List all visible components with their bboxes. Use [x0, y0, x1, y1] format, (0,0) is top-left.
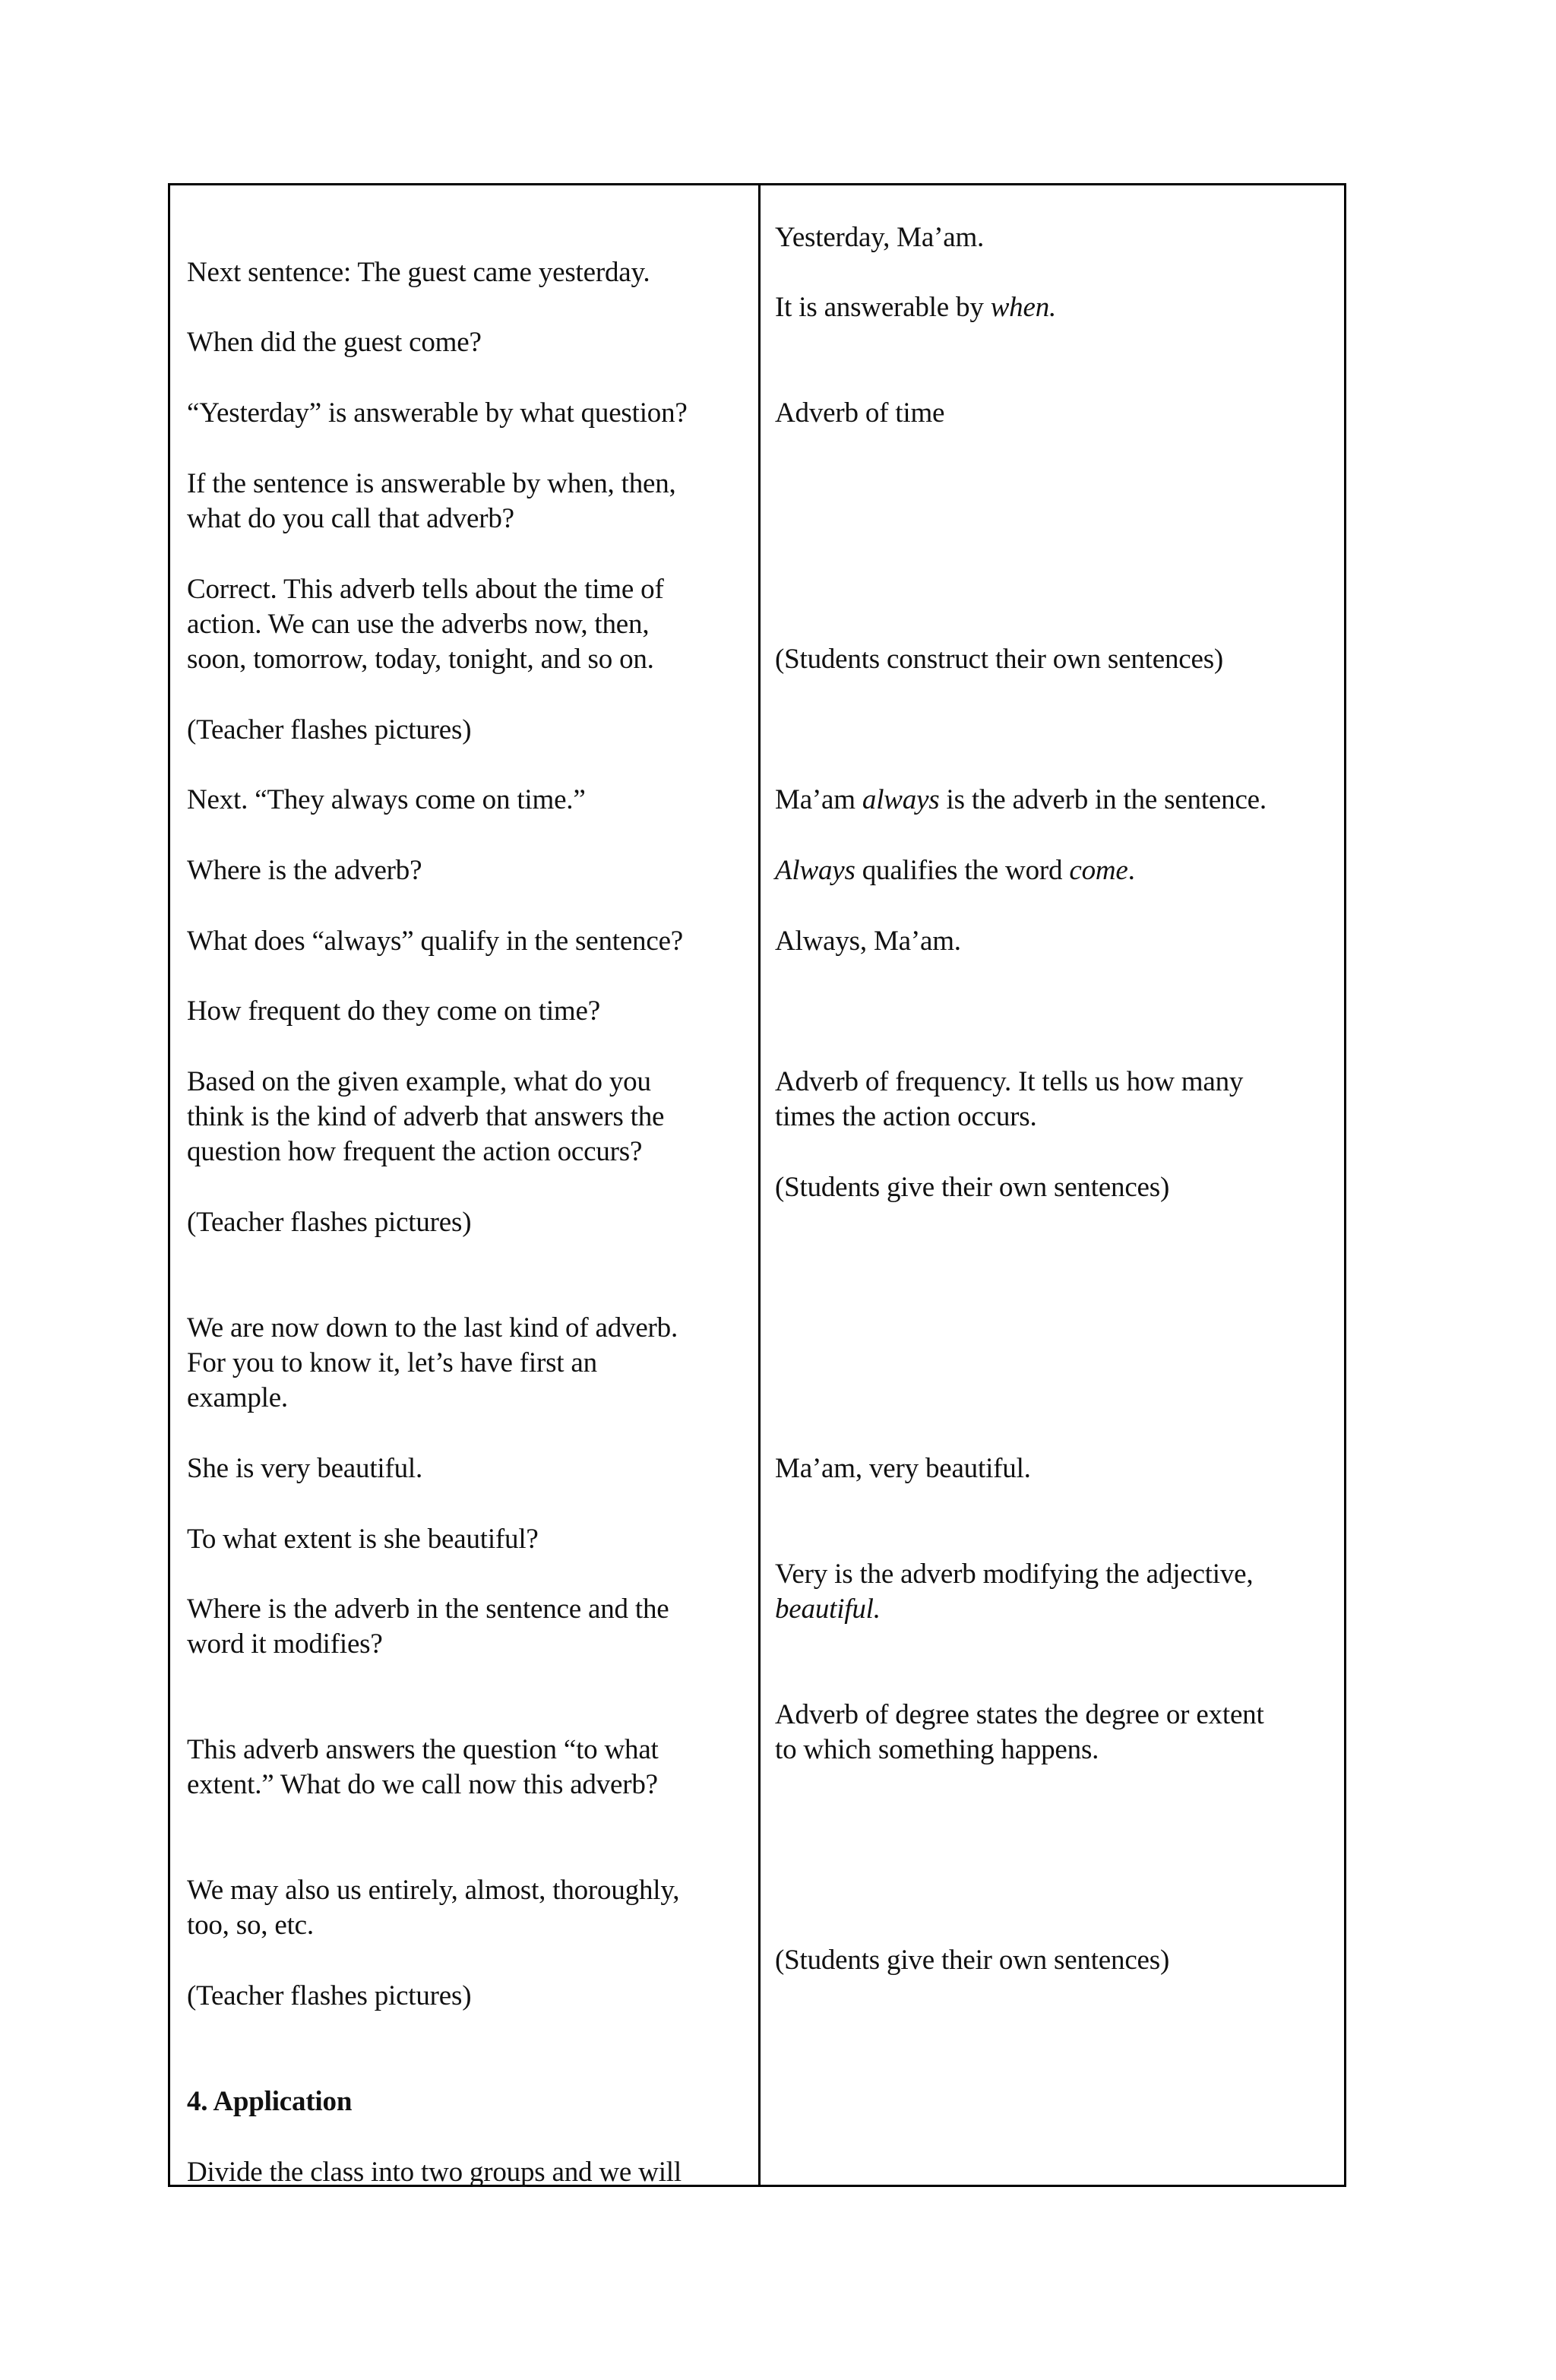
right-line: [775, 853, 1135, 888]
right-line: Adverb of degree states the degree or extent: [775, 1699, 1264, 1730]
left-line: We may also us entirely, almost, thoroughly,: [187, 1875, 680, 1906]
right-text-italic: always: [862, 784, 940, 815]
right-line: to which something happens.: [775, 1734, 1099, 1765]
right-line: beautiful.: [775, 1594, 881, 1625]
left-line: “Yesterday” is answerable by what question?: [187, 397, 688, 429]
right-text: .: [1127, 855, 1135, 886]
right-text-italic: Always: [775, 855, 855, 886]
left-line: If the sentence is answerable by when, then,: [187, 468, 676, 499]
right-text: It is answerable by: [775, 292, 991, 323]
left-line: Where is the adverb?: [187, 855, 422, 886]
right-line: Adverb of time: [775, 397, 945, 429]
left-line: what do you call that adverb?: [187, 503, 514, 534]
left-line: think is the kind of adverb that answers the: [187, 1101, 665, 1132]
right-line: Yesterday, Ma’am.: [775, 222, 985, 253]
right-text-italic: come: [1069, 855, 1128, 886]
right-line: Very is the adverb modifying the adjective,: [775, 1559, 1254, 1590]
right-text: Ma’am: [775, 784, 862, 815]
left-line: This adverb answers the question “to what: [187, 1734, 659, 1765]
section-heading: 4. Application: [187, 2086, 353, 2117]
left-line: question how frequent the action occurs?: [187, 1136, 643, 1167]
right-line: (Students give their own sentences): [775, 1172, 1170, 1203]
right-line: Adverb of frequency. It tells us how many: [775, 1066, 1244, 1097]
left-line: What does “always” qualify in the sentence?: [187, 926, 684, 957]
left-line: action. We can use the adverbs now, then,: [187, 609, 650, 640]
left-line: Divide the class into two groups and we will: [187, 2157, 682, 2188]
right-text: qualifies the word: [855, 855, 1070, 886]
left-line: For you to know it, let’s have first an: [187, 1347, 597, 1378]
left-line: We are now down to the last kind of adverb.: [187, 1312, 678, 1343]
right-line: [775, 290, 1056, 325]
right-line: (Students give their own sentences): [775, 1945, 1170, 1976]
left-line: example.: [187, 1382, 288, 1413]
left-line: soon, tomorrow, today, tonight, and so on.: [187, 644, 654, 675]
right-line: times the action occurs.: [775, 1101, 1037, 1132]
left-line: When did the guest come?: [187, 327, 482, 358]
left-line: How frequent do they come on time?: [187, 995, 600, 1027]
lesson-table: [168, 183, 1346, 2187]
right-line: Ma’am, very beautiful.: [775, 1453, 1031, 1484]
left-line: extent.” What do we call now this adverb?: [187, 1769, 658, 1800]
right-text-italic: when.: [990, 292, 1057, 323]
left-line: (Teacher flashes pictures): [187, 1207, 472, 1238]
right-line: Always, Ma’am.: [775, 926, 961, 957]
right-line: (Students construct their own sentences): [775, 644, 1224, 675]
left-line: Next sentence: The guest came yesterday.: [187, 257, 650, 288]
left-line: She is very beautiful.: [187, 1453, 423, 1484]
left-line: Based on the given example, what do you: [187, 1066, 651, 1097]
left-line: Next. “They always come on time.”: [187, 784, 586, 815]
right-text: is the adverb in the sentence.: [939, 784, 1267, 815]
left-line: word it modifies?: [187, 1628, 383, 1660]
column-divider: [758, 185, 761, 2185]
left-line: Where is the adverb in the sentence and the: [187, 1594, 669, 1625]
left-line: (Teacher flashes pictures): [187, 1980, 472, 2011]
left-line: (Teacher flashes pictures): [187, 714, 472, 745]
left-line: too, so, etc.: [187, 1910, 314, 1941]
left-line: To what extent is she beautiful?: [187, 1524, 539, 1555]
right-line: [775, 783, 1267, 818]
left-line: Correct. This adverb tells about the time of: [187, 574, 664, 605]
